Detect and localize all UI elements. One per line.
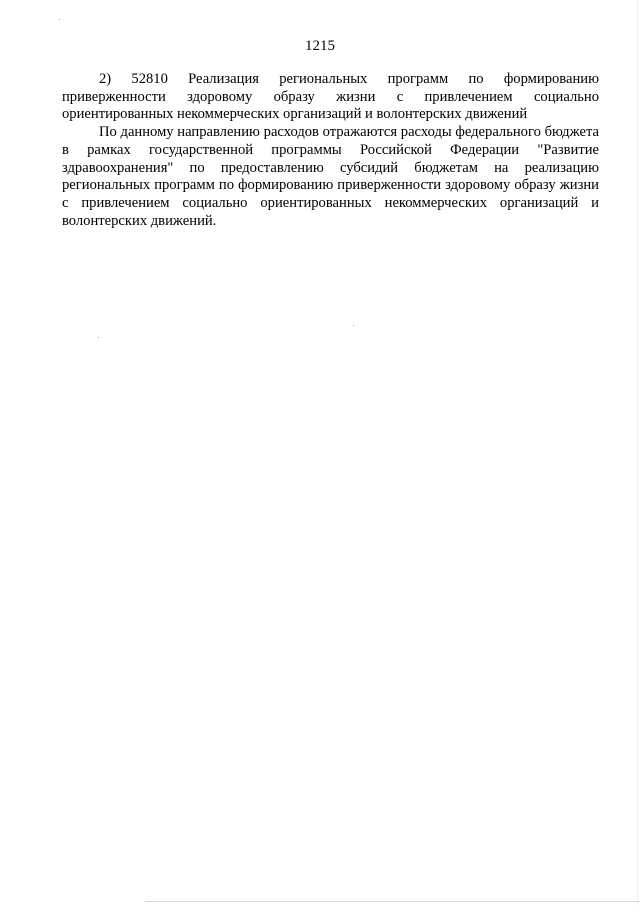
paragraph-description: По данному направлению расходов отражаются расходы федерального бюджета в рамках государственной программы Российской Федерации "Развитие здравоохранения" по предоставлению субсидий бюджетам на реализацию региональных программ по формированию приверженности здоровому образу жизни с привлечением социально ориентированных некоммерческих организаций и волонтерских движений.	[62, 124, 599, 229]
scan-artifact	[353, 325, 354, 326]
scan-edge-shadow	[145, 901, 640, 902]
scan-artifact	[98, 337, 99, 338]
document-body	[62, 71, 599, 230]
paragraph-item-heading: 2) 52810 Реализация региональных программ по формированию приверженности здоровому образу жизни с привлечением социально ориентированных некоммерческих организаций и волонтерских движений	[62, 71, 599, 123]
page-number: 1215	[305, 38, 335, 54]
scan-edge-right	[637, 0, 638, 905]
scan-artifact	[59, 19, 60, 20]
